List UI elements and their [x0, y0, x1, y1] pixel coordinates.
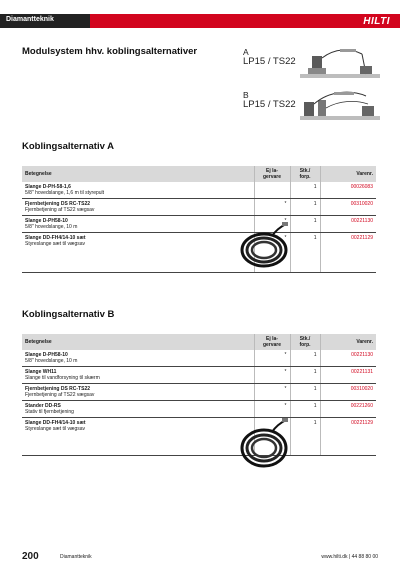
- table-row: [22, 350, 376, 367]
- product-cell: [22, 216, 254, 233]
- non-stock-mark: *: [254, 233, 290, 273]
- product-name: Slange WH11: [25, 369, 57, 375]
- col-varenr: Varenr.: [320, 334, 376, 350]
- section-a-title: Koblingsalternativ A: [22, 141, 115, 152]
- item-number: 00221131: [320, 367, 376, 384]
- diagram-b-label: [243, 91, 296, 109]
- product-name: Fjernbetjening DS RC-TS22: [25, 201, 91, 207]
- product-name: Fjernbetjening DS RC-TS22: [25, 386, 91, 392]
- footer-section: Diamantteknik: [60, 554, 92, 560]
- qty-cell: 1: [290, 350, 320, 367]
- table-row: [22, 216, 376, 233]
- col-varenr: Varenr.: [320, 166, 376, 182]
- item-number: 00221130: [320, 216, 376, 233]
- section-tab: [0, 14, 90, 28]
- item-number: 00221130: [320, 350, 376, 367]
- col-betegnelse: Betegnelse: [22, 334, 254, 350]
- product-cell: [22, 401, 254, 418]
- non-stock-mark: *: [254, 401, 290, 418]
- product-desc: 5/8" hovedslange, 1,6 m til styrepult: [25, 190, 105, 196]
- product-cell: [22, 418, 254, 456]
- hose-coil-image: [238, 418, 290, 470]
- item-number: 00221129: [320, 233, 376, 273]
- hose-coil-image: [238, 222, 290, 270]
- product-cell: [22, 367, 254, 384]
- product-name: Slange D-PH58-10: [25, 218, 68, 224]
- section-label: Diamantteknik: [6, 16, 54, 23]
- non-stock-mark: *: [254, 216, 290, 233]
- diagram-b-letter: B: [243, 90, 249, 100]
- non-stock-mark: *: [254, 199, 290, 216]
- section-b-table: [22, 334, 376, 456]
- diagram-a-code: LP15 / TS22: [243, 56, 296, 67]
- product-desc: 5/8" hovedslange, 10 m: [25, 358, 78, 364]
- product-desc: Fjernbetjening af TS22 vægsav: [25, 392, 95, 398]
- item-number: 00310020: [320, 199, 376, 216]
- qty-cell: 1: [290, 199, 320, 216]
- col-stk-forp: Stk./ forp.: [290, 166, 320, 182]
- qty-cell: 1: [290, 216, 320, 233]
- product-desc: 5/8" hovedslange, 10 m: [25, 224, 78, 230]
- col-stk-forp: Stk./ forp.: [290, 334, 320, 350]
- diagram-a-label: [243, 48, 296, 66]
- footer-contact: www.hilti.dk | 44 88 80 00: [321, 554, 378, 560]
- table-row: [22, 199, 376, 216]
- qty-cell: 1: [290, 418, 320, 456]
- non-stock-mark: *: [254, 350, 290, 367]
- qty-cell: 1: [290, 384, 320, 401]
- brand-bar: [90, 14, 400, 28]
- non-stock-mark: [254, 182, 290, 199]
- col-betegnelse: Betegnelse: [22, 166, 254, 182]
- qty-cell: 1: [290, 233, 320, 273]
- qty-cell: 1: [290, 367, 320, 384]
- non-stock-mark: *: [254, 384, 290, 401]
- table-row: [22, 401, 376, 418]
- product-desc: Styreslange sæt til vægsav: [25, 426, 86, 432]
- product-cell: [22, 384, 254, 401]
- qty-cell: 1: [290, 401, 320, 418]
- page-footer: [0, 551, 400, 567]
- product-cell: [22, 199, 254, 216]
- section-a-table: [22, 166, 376, 273]
- diagram-a-illustration: [300, 46, 380, 82]
- product-desc: Fjernbetjening af TS22 vægsav: [25, 207, 95, 213]
- table-row: [22, 367, 376, 384]
- table-header-row: [22, 166, 376, 182]
- product-cell: [22, 350, 254, 367]
- item-number: 00026083: [320, 182, 376, 199]
- table-row: [22, 182, 376, 199]
- item-number: 00221129: [320, 418, 376, 456]
- product-name: Slange D-PH-58-1,6: [25, 184, 71, 190]
- section-b-title: Koblingsalternativ B: [22, 309, 115, 320]
- table-row: [22, 233, 376, 273]
- diagram-a-letter: A: [243, 47, 249, 57]
- diagram-b-code: LP15 / TS22: [243, 99, 296, 110]
- product-name: Slange DD-FH4/14-10 sæt: [25, 420, 86, 426]
- table-row: [22, 384, 376, 401]
- table-row: [22, 418, 376, 456]
- item-number: 00221260: [320, 401, 376, 418]
- non-stock-mark: *: [254, 367, 290, 384]
- col-ej-lagervare: Ej la- gervare: [254, 334, 290, 350]
- product-cell: [22, 233, 254, 273]
- page-number: 200: [22, 551, 39, 562]
- table-header-row: [22, 334, 376, 350]
- product-name: Slange D-PH58-10: [25, 352, 68, 358]
- product-cell: [22, 182, 254, 199]
- col-ej-lagervare: Ej la- gervare: [254, 166, 290, 182]
- product-name: Stander DD-RS: [25, 403, 61, 409]
- item-number: 00310020: [320, 384, 376, 401]
- page-title: Modulsystem hhv. koblingsalternativer: [22, 46, 198, 57]
- top-bar: [0, 0, 400, 28]
- product-desc: Styreslange sæt til vægsav: [25, 241, 86, 247]
- product-desc: Slange til vandforsyning til skærm: [25, 375, 100, 381]
- product-name: Slange DD-FH4/14-10 sæt: [25, 235, 86, 241]
- qty-cell: 1: [290, 182, 320, 199]
- non-stock-mark: *: [254, 418, 290, 456]
- diagram-b-illustration: [300, 86, 380, 126]
- hilti-logo: HILTI: [363, 16, 390, 27]
- product-desc: Stativ til fjernbetjening: [25, 409, 74, 415]
